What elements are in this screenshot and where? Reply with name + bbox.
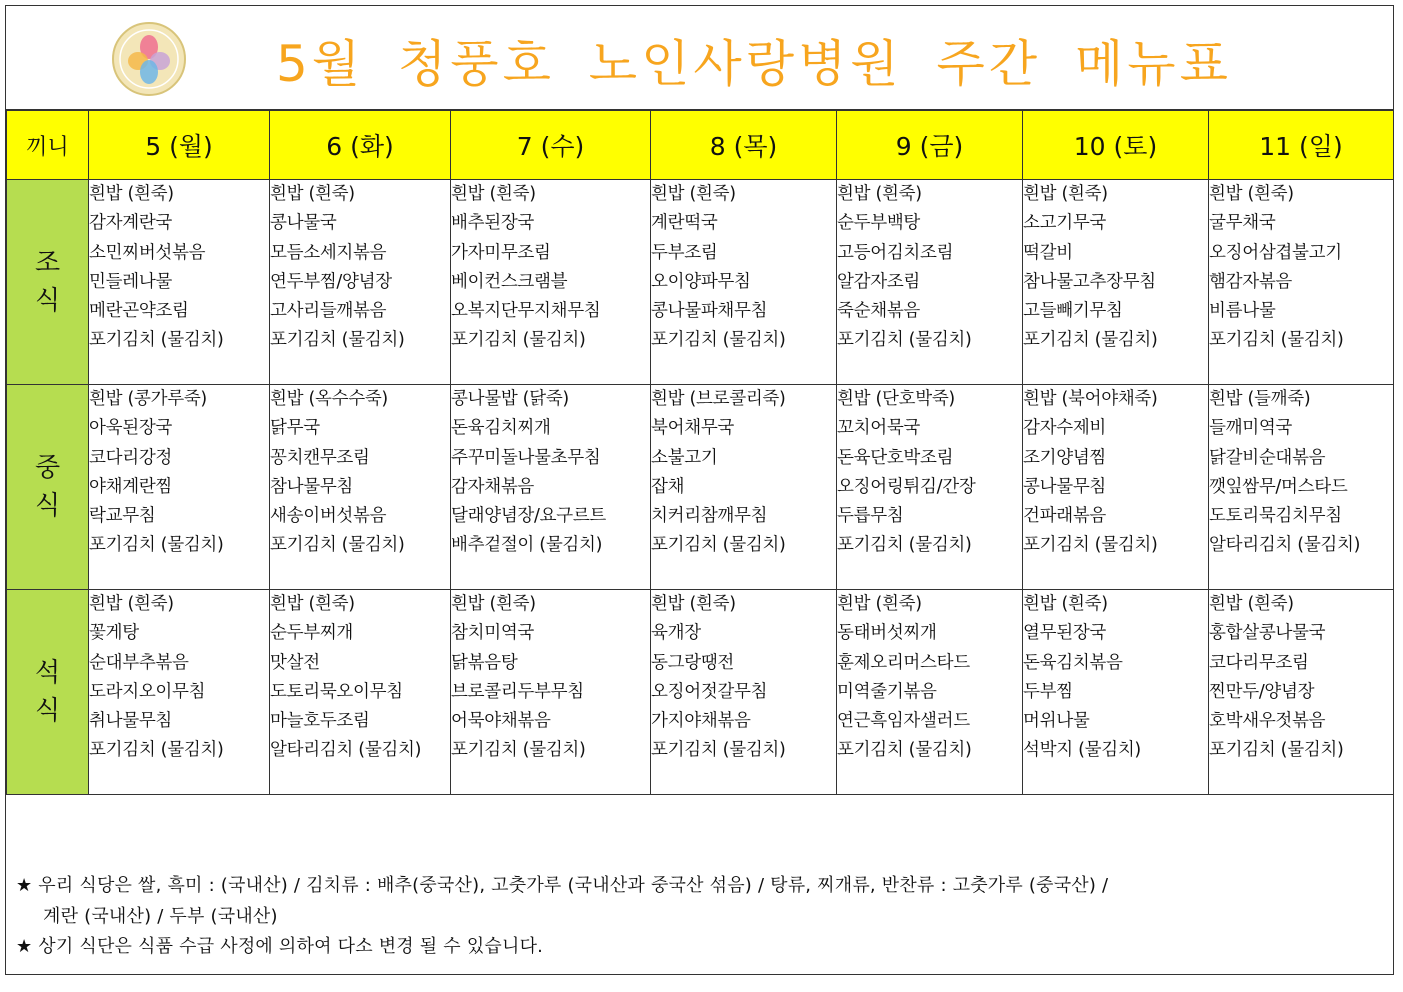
header-meal: 끼니 bbox=[7, 111, 89, 180]
menu-cell bbox=[1209, 385, 1394, 590]
menu-item: 취나물무침 bbox=[89, 711, 173, 732]
menu-item: 흰밥 (흰죽) bbox=[270, 594, 355, 614]
menu-item: 비름나물 bbox=[1209, 301, 1276, 322]
menu-item: 오징어삼겹불고기 bbox=[1209, 242, 1342, 263]
menu-item: 연두부찜/양념장 bbox=[270, 271, 392, 292]
menu-cell bbox=[837, 180, 1023, 385]
menu-item: 포기김치 (물김치) bbox=[837, 535, 972, 556]
menu-item: 베이컨스크램블 bbox=[451, 271, 568, 292]
menu-item: 락교무침 bbox=[89, 506, 156, 527]
header-day-7: 11 (일) bbox=[1209, 111, 1394, 180]
menu-cell bbox=[1023, 180, 1209, 385]
menu-item: 흰밥 (흰죽) bbox=[1209, 184, 1294, 204]
menu-item: 닭갈비순대볶음 bbox=[1209, 447, 1326, 468]
menu-item: 참치미역국 bbox=[451, 623, 535, 644]
hospital-logo-icon bbox=[111, 21, 187, 97]
menu-item: 두부조림 bbox=[651, 242, 718, 263]
menu-cell bbox=[270, 180, 451, 385]
menu-item: 돈육김치찌개 bbox=[451, 418, 551, 439]
menu-item: 두부찜 bbox=[1023, 681, 1073, 702]
menu-item: 포기김치 (물김치) bbox=[1023, 330, 1158, 351]
menu-item: 육개장 bbox=[651, 623, 701, 644]
menu-item: 흰밥 (들깨죽) bbox=[1209, 389, 1311, 409]
menu-item: 도토리묵김치무침 bbox=[1209, 506, 1342, 527]
menu-item: 동그랑땡전 bbox=[651, 652, 735, 673]
menu-item: 아욱된장국 bbox=[89, 418, 173, 439]
menu-item: 감자수제비 bbox=[1023, 418, 1107, 439]
menu-item: 돈육김치볶음 bbox=[1023, 652, 1123, 673]
menu-item: 포기김치 (물김치) bbox=[651, 740, 786, 761]
menu-cell bbox=[837, 590, 1023, 795]
menu-item: 흰밥 (흰죽) bbox=[89, 594, 174, 614]
header-day-4: 8 (목) bbox=[651, 111, 837, 180]
meal-label-char: 식 bbox=[34, 286, 61, 316]
menu-item: 꼬치어묵국 bbox=[837, 418, 921, 439]
menu-item: 꽁치캔무조림 bbox=[270, 447, 370, 468]
menu-item: 닭무국 bbox=[270, 418, 320, 439]
menu-item: 도라지오이무침 bbox=[89, 681, 206, 702]
header-day-3: 7 (수) bbox=[451, 111, 651, 180]
menu-item: 흰밥 (콩가루죽) bbox=[89, 389, 207, 409]
menu-item: 흰밥 (옥수수죽) bbox=[270, 389, 388, 409]
menu-item: 달래양념장/요구르트 bbox=[451, 506, 607, 527]
menu-item: 주꾸미돌나물초무침 bbox=[451, 447, 601, 468]
menu-item: 배추겉절이 (물김치) bbox=[451, 535, 603, 556]
page-title: 5월 청풍호 노인사랑병원 주간 메뉴표 bbox=[276, 35, 1232, 93]
menu-item: 흰밥 (흰죽) bbox=[451, 184, 536, 204]
menu-item: 코다리무조림 bbox=[1209, 652, 1309, 673]
menu-cell bbox=[837, 385, 1023, 590]
menu-cell bbox=[451, 180, 651, 385]
menu-cell bbox=[451, 385, 651, 590]
menu-cell bbox=[651, 180, 837, 385]
menu-item: 흰밥 (흰죽) bbox=[837, 184, 922, 204]
menu-item: 감자계란국 bbox=[89, 213, 173, 234]
menu-item: 포기김치 (물김치) bbox=[89, 535, 224, 556]
header-day-6: 10 (토) bbox=[1023, 111, 1209, 180]
menu-item: 계란떡국 bbox=[651, 213, 718, 234]
menu-item: 참나물고추장무침 bbox=[1023, 271, 1156, 292]
header-day-5: 9 (금) bbox=[837, 111, 1023, 180]
menu-item: 소민찌버섯볶음 bbox=[89, 242, 206, 263]
menu-item: 홍합살콩나물국 bbox=[1209, 623, 1326, 644]
menu-item: 콩나물파채무침 bbox=[651, 301, 768, 322]
menu-item: 맛살전 bbox=[270, 652, 320, 673]
meal-label-char: 식 bbox=[34, 491, 61, 521]
menu-cell bbox=[89, 180, 270, 385]
note-origin: ★ 우리 식당은 쌀, 흑미 : (국내산) / 김치류 : 배추(중국산), 고춧가루 (국내산과 중국산 섞음) / 탕류, 찌개류, 반찬류 : 고춧가루 (중국산) / bbox=[16, 875, 1109, 896]
menu-item: 마늘호두조림 bbox=[270, 711, 370, 732]
menu-item: 호박새우젓볶음 bbox=[1209, 711, 1326, 732]
note-change: ★ 상기 식단은 식품 수급 사정에 의하여 다소 변경 될 수 있습니다. bbox=[16, 936, 544, 957]
menu-item: 북어채무국 bbox=[651, 418, 735, 439]
menu-cell bbox=[1023, 590, 1209, 795]
notes-section bbox=[6, 851, 1393, 975]
menu-item: 포기김치 (물김치) bbox=[1023, 535, 1158, 556]
menu-item: 들깨미역국 bbox=[1209, 418, 1293, 439]
menu-item: 가지야채볶음 bbox=[651, 711, 751, 732]
menu-item: 알감자조림 bbox=[837, 271, 921, 292]
header-day-2: 6 (화) bbox=[270, 111, 451, 180]
menu-cell bbox=[89, 590, 270, 795]
menu-item: 어묵야채볶음 bbox=[451, 711, 551, 732]
menu-item: 연근흑임자샐러드 bbox=[837, 711, 970, 732]
menu-item: 꽃게탕 bbox=[89, 623, 139, 644]
menu-item: 미역줄기볶음 bbox=[837, 681, 937, 702]
meal-label-char: 식 bbox=[34, 696, 61, 726]
menu-item: 햄감자볶음 bbox=[1209, 271, 1293, 292]
menu-item: 소고기무국 bbox=[1023, 213, 1107, 234]
menu-item: 굴무채국 bbox=[1209, 213, 1276, 234]
menu-item: 포기김치 (물김치) bbox=[1209, 740, 1344, 761]
menu-cell bbox=[270, 590, 451, 795]
menu-item: 포기김치 (물김치) bbox=[270, 330, 405, 351]
menu-item: 흰밥 (흰죽) bbox=[451, 594, 536, 614]
menu-item: 알타리김치 (물김치) bbox=[1209, 535, 1361, 556]
meal-row bbox=[7, 590, 1394, 795]
meal-label-char: 조 bbox=[34, 248, 61, 278]
menu-item: 깻잎쌈무/머스타드 bbox=[1209, 476, 1348, 497]
meal-row bbox=[7, 385, 1394, 590]
meal-label-char: 중 bbox=[34, 453, 61, 483]
menu-cell bbox=[1209, 180, 1394, 385]
menu-item: 동태버섯찌개 bbox=[837, 623, 937, 644]
menu-item: 포기김치 (물김치) bbox=[451, 330, 586, 351]
menu-item: 포기김치 (물김치) bbox=[270, 535, 405, 556]
menu-item: 참나물무침 bbox=[270, 476, 354, 497]
menu-item: 콩나물무침 bbox=[1023, 476, 1107, 497]
menu-item: 흰밥 (흰죽) bbox=[1023, 184, 1108, 204]
menu-item: 포기김치 (물김치) bbox=[651, 330, 786, 351]
menu-item: 흰밥 (흰죽) bbox=[270, 184, 355, 204]
meal-label-char: 석 bbox=[34, 658, 61, 688]
menu-item: 모듬소세지볶음 bbox=[270, 242, 387, 263]
menu-item: 조기양념찜 bbox=[1023, 447, 1107, 468]
menu-item: 코다리강정 bbox=[89, 447, 173, 468]
menu-item: 콩나물밥 (닭죽) bbox=[451, 389, 569, 409]
menu-item: 콩나물국 bbox=[270, 213, 337, 234]
menu-item: 흰밥 (단호박죽) bbox=[837, 389, 955, 409]
menu-item: 새송이버섯볶음 bbox=[270, 506, 387, 527]
menu-item: 석박지 (물김치) bbox=[1023, 740, 1141, 761]
menu-item: 포기김치 (물김치) bbox=[1209, 330, 1344, 351]
menu-item: 닭볶음탕 bbox=[451, 652, 518, 673]
menu-item: 포기김치 (물김치) bbox=[451, 740, 586, 761]
meal-label bbox=[7, 180, 89, 385]
menu-item: 순대부추볶음 bbox=[89, 652, 189, 673]
meal-label bbox=[7, 590, 89, 795]
menu-cell bbox=[270, 385, 451, 590]
menu-item: 흰밥 (흰죽) bbox=[1023, 594, 1108, 614]
menu-item: 죽순채볶음 bbox=[837, 301, 921, 322]
menu-item: 오복지단무지채무침 bbox=[451, 301, 601, 322]
menu-item: 소불고기 bbox=[651, 447, 718, 468]
menu-item: 오이양파무침 bbox=[651, 271, 751, 292]
menu-item: 포기김치 (물김치) bbox=[651, 535, 786, 556]
menu-item: 찐만두/양념장 bbox=[1209, 681, 1315, 702]
header-day-1: 5 (월) bbox=[89, 111, 270, 180]
menu-item: 흰밥 (브로콜리죽) bbox=[651, 389, 786, 409]
menu-item: 고사리들깨볶음 bbox=[270, 301, 387, 322]
menu-item: 오징어젓갈무침 bbox=[651, 681, 768, 702]
menu-item: 배추된장국 bbox=[451, 213, 535, 234]
menu-item: 가자미무조림 bbox=[451, 242, 551, 263]
menu-cell bbox=[651, 385, 837, 590]
menu-item: 잡채 bbox=[651, 476, 685, 497]
menu-item: 감자채볶음 bbox=[451, 476, 535, 497]
menu-cell bbox=[651, 590, 837, 795]
menu-item: 오징어링튀김/간장 bbox=[837, 476, 976, 497]
menu-item: 떡갈비 bbox=[1023, 242, 1073, 263]
menu-item: 흰밥 (북어야채죽) bbox=[1023, 389, 1158, 409]
menu-cell bbox=[89, 385, 270, 590]
menu-item: 알타리김치 (물김치) bbox=[270, 740, 422, 761]
menu-item: 머위나물 bbox=[1023, 711, 1090, 732]
menu-cell bbox=[1023, 385, 1209, 590]
menu-item: 흰밥 (흰죽) bbox=[651, 594, 736, 614]
menu-cell bbox=[1209, 590, 1394, 795]
menu-item: 열무된장국 bbox=[1023, 623, 1107, 644]
menu-item: 민들레나물 bbox=[89, 271, 173, 292]
menu-cell bbox=[451, 590, 651, 795]
menu-item: 메란곤약조림 bbox=[89, 301, 189, 322]
menu-item: 고등어김치조림 bbox=[837, 242, 954, 263]
menu-item: 건파래볶음 bbox=[1023, 506, 1107, 527]
menu-item: 포기김치 (물김치) bbox=[837, 740, 972, 761]
menu-item: 순두부찌개 bbox=[270, 623, 354, 644]
menu-item: 치커리참깨무침 bbox=[651, 506, 768, 527]
menu-item: 포기김치 (물김치) bbox=[89, 740, 224, 761]
title-bar bbox=[6, 6, 1393, 110]
meal-row bbox=[7, 180, 1394, 385]
menu-item: 포기김치 (물김치) bbox=[837, 330, 972, 351]
menu-item: 브로콜리두부무침 bbox=[451, 681, 584, 702]
header-row bbox=[7, 111, 1394, 180]
menu-item: 돈육단호박조림 bbox=[837, 447, 954, 468]
menu-item: 훈제오리머스타드 bbox=[837, 652, 970, 673]
menu-frame bbox=[5, 5, 1394, 975]
menu-item: 야채계란찜 bbox=[89, 476, 173, 497]
menu-item: 도토리묵오이무침 bbox=[270, 681, 403, 702]
meal-label bbox=[7, 385, 89, 590]
menu-item: 흰밥 (흰죽) bbox=[1209, 594, 1294, 614]
menu-item: 고들빼기무침 bbox=[1023, 301, 1123, 322]
menu-item: 순두부백탕 bbox=[837, 213, 921, 234]
note-origin-cont: 계란 (국내산) / 두부 (국내산) bbox=[43, 906, 278, 927]
weekly-menu-table bbox=[6, 110, 1394, 795]
menu-item: 두릅무침 bbox=[837, 506, 904, 527]
menu-item: 포기김치 (물김치) bbox=[89, 330, 224, 351]
menu-item: 흰밥 (흰죽) bbox=[837, 594, 922, 614]
menu-item: 흰밥 (흰죽) bbox=[89, 184, 174, 204]
menu-item: 흰밥 (흰죽) bbox=[651, 184, 736, 204]
